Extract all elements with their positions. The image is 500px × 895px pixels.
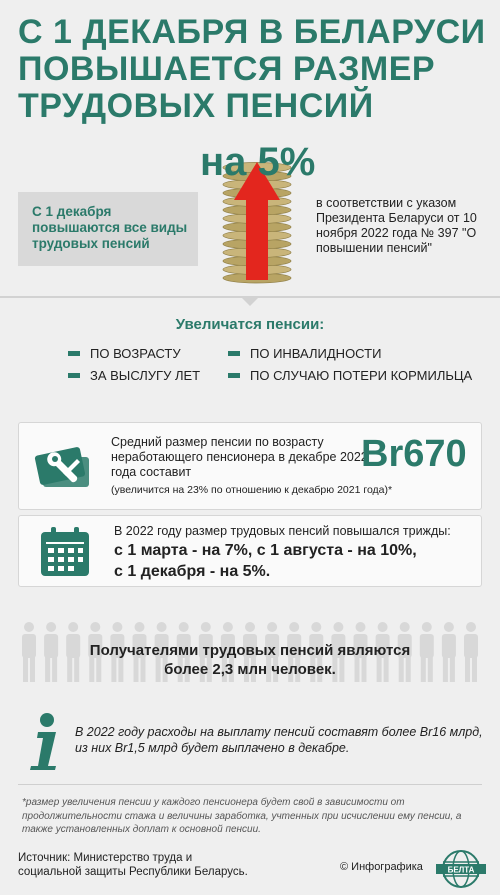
title-line-1: С 1 ДЕКАБРЯ В БЕЛАРУСИ [18,13,486,51]
average-pension-card [18,422,482,510]
footer-divider [18,784,482,785]
pension-type-service: ЗА ВЫСЛУГУ ЛЕТ [68,368,200,383]
expenses-text: В 2022 году расходы на выплату пенсий составят более Br16 млрд, из них Br1,5 млрд будет выплачено в декабре. [75,725,483,755]
page-title [18,14,488,125]
raises-intro: В 2022 году размер трудовых пенсий повышался трижды: [114,524,451,538]
raises-line-1: с 1 марта - на 7%, с 1 августа - на 10%, [114,542,417,559]
bullet-dash-icon [68,373,80,378]
source-text: Источник: Министерство труда и социальной защиты Республики Беларусь. [18,852,248,878]
pension-type-disability: ПО ИНВАЛИДНОСТИ [228,346,381,361]
title-line-2: ПОВЫШАЕТСЯ РАЗМЕР [18,50,436,88]
bullet-dash-icon [228,351,240,356]
section-divider [0,296,500,298]
average-pension-text: Средний размер пенсии по возрасту неработающего пенсионера в декабре 2022 года составит [111,435,368,479]
belta-logo [436,850,486,888]
divider-pointer [240,296,260,306]
decree-text: в соответствии с указом Президента Беларуси от 10 ноября 2022 года № 397 "О повышении пенсий" [316,196,477,255]
pension-type-survivor: ПО СЛУЧАЮ ПОТЕРИ КОРМИЛЬЦА [228,368,472,383]
recipients-text: Получателями трудовых пенсий являются более 2,3 млн человек. [89,642,411,678]
all-pensions-text: С 1 декабря повышаются все виды трудовых пенсий [32,204,188,251]
svg-text:БЕЛТА: БЕЛТА [447,865,475,875]
average-pension-value: Br670 [361,433,467,475]
all-pensions-box [18,192,198,266]
title-line-3: ТРУДОВЫХ ПЕНСИЙ [18,87,374,125]
percent-label: на 5% [200,140,316,184]
pension-types-heading: Увеличатся пенсии: [175,316,325,333]
raises-card [18,515,482,587]
calendar-icon [39,526,91,578]
bullet-dash-icon [68,351,80,356]
info-icon [26,712,62,772]
average-pension-note: (увеличится на 23% по отношению к декабрю 2021 года)* [111,484,393,496]
wallet-wrench-icon [33,437,95,493]
credit-text: © Инфографика [340,861,423,873]
pension-type-age: ПО ВОЗРАСТУ [68,346,181,361]
bullet-dash-icon [228,373,240,378]
raises-line-2: с 1 декабря - на 5%. [114,563,271,580]
footnote: *размер увеличения пенсии у каждого пенсионера будет свой в зависимости от продолжительности стажа и величины заработка, учтенных при исчислении ему пенсии, а также установленных доплат к основной пенсии. [22,797,462,835]
